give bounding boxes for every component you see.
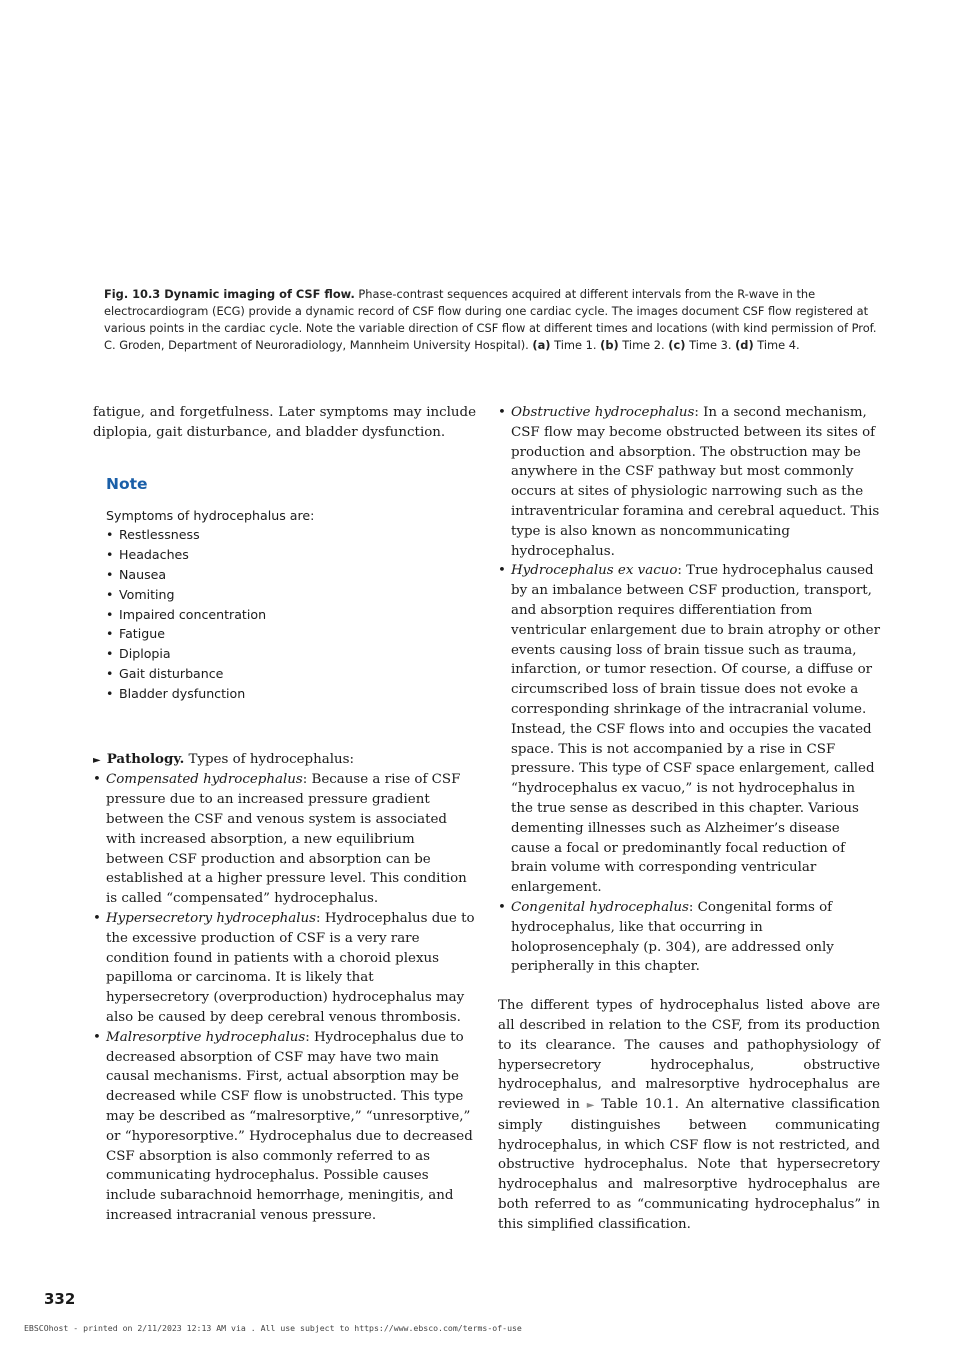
symptom-item: • Headaches — [106, 545, 476, 565]
list-item — [498, 561, 880, 898]
definition: : Hydrocephalus due to the excessive production of CSF is a very rare condition found in patients with a choroid plexus papilloma or carcinoma. It is likely that hypersecretory (overproduction) hydrocephalus may also be caused by deep cerebral venous thrombosis. — [106, 910, 475, 1025]
pathology-heading — [93, 750, 476, 771]
list-item — [93, 1028, 476, 1226]
symptom-list — [106, 525, 476, 703]
definition: : In a second mechanism, CSF flow may become obstructed between its sites of production and absorption. The obstruction may be anywhere in the CSF pathway but most commonly occurs at sites of physiologic narrowing such as the intraventricular foramina and cerebral aqueduct. This type is also known as noncommunicating hydrocephalus. — [511, 405, 880, 559]
closing-text-after: . An alternative classification simply distinguishes between communicating hydrocephalus, in which CSF flow is not restricted, and obstructive hydrocephalus. Note that hypersecretory hydrocephalus and malresorptive hydrocephalus are both referred to as “communicating hydrocephalus” in this simplified classification. — [498, 1097, 880, 1232]
definition: : Because a rise of CSF pressure due to an increased pressure gradient between the CSF and venous system is associated with increased absorption, a new equilibrium between CSF production and absorption can be established at a higher pressure level. This condition is called “compensated” hydrocephalus. — [106, 772, 467, 907]
left-type-list — [93, 770, 476, 1225]
definition: : True hydrocephalus caused by an imbalance between CSF production, transport, and absorption requires differentiation from ventricular enlargement due to brain atrophy or other events causing loss of brain tissue such as trauma, infarction, or tumor resection. Of course, a diffuse or circumscribed loss of brain tissue does not evoke a corresponding shrinkage of the intracranial volume. Instead, the CSF flows into and occupies the vacated space. This is not accompanied by a rise in CSF pressure. This type of CSF space enlargement, called “hydrocephalus ex vacuo,” is not hydrocephalus in the true sense as described in this chapter. Various dementing illnesses such as Alzheimer’s disease cause a focal or predominantly focal reduction of brain volume with corresponding ventricular enlargement. — [511, 563, 880, 896]
symptom-item: • Nausea — [106, 565, 476, 585]
list-item — [93, 909, 476, 1028]
term: Hydrocephalus ex vacuo — [511, 563, 678, 579]
caption-d-label: (d) — [735, 338, 754, 352]
closing-text-before: The different types of hydrocephalus listed above are all described in relation to the CSF, from its production to its clearance. The causes and pathophysiology of hypersecretory hydrocephalus, obstructive hydrocephalus, and malresorptive hydrocephalus are reviewed in — [498, 998, 880, 1113]
caption-a-text: Time 1. — [550, 338, 601, 352]
right-type-list — [498, 403, 880, 977]
symptom-item: • Bladder dysfunction — [106, 684, 476, 704]
footer-notice: EBSCOhost - printed on 2/11/2023 12:13 AM via . All use subject to https://www.ebsco.com/terms-of-use — [24, 1323, 522, 1333]
triangle-marker-icon: ► — [93, 754, 101, 766]
symptom-item: • Impaired concentration — [106, 605, 476, 625]
left-intro-paragraph: fatigue, and forgetfulness. Later symptoms may include diplopia, gait disturbance, and bladder dysfunction. — [93, 405, 476, 440]
note-box — [106, 473, 476, 704]
term: Compensated hydrocephalus — [106, 772, 303, 788]
note-title: Note — [106, 474, 148, 493]
pathology-label: Pathology. — [106, 750, 185, 767]
caption-b-label: (b) — [600, 338, 619, 352]
list-item — [498, 403, 880, 561]
list-item — [498, 898, 880, 977]
page-number: 332 — [44, 1290, 76, 1308]
right-column — [498, 403, 880, 1235]
figure-caption — [104, 286, 879, 354]
caption-d-text: Time 4. — [753, 338, 800, 352]
definition: : Congenital forms of hydrocephalus, like that occurring in holoprosencephaly (p. 304), are addressed only peripherally in this chapter. — [511, 899, 834, 975]
caption-text: Phase-contrast sequences acquired at different intervals from the R-wave in the electrocardiogram (ECG) provide a dynamic record of CSF flow during one cardiac cycle. The images document CSF flow registered at various points in the cardiac cycle. Note the variable direction of CSF flow at different times and locations (with kind permission of Prof. C. Groden, Department of Neuroradiology, Mannheim University Hospital). — [104, 287, 877, 352]
term: Malresorptive hydrocephalus — [106, 1029, 306, 1045]
caption-a-label: (a) — [532, 338, 551, 352]
left-column — [93, 403, 476, 1226]
closing-paragraph — [498, 996, 880, 1235]
symptom-item: • Diplopia — [106, 644, 476, 664]
symptom-item: • Fatigue — [106, 624, 476, 644]
caption-c-label: (c) — [668, 338, 686, 352]
definition: : Hydrocephalus due to decreased absorption of CSF may have two main causal mechanisms. First, actual absorption may be decreased while CSF flow is unobstructed. This type may be described as “malresorptive,” “unresorptive,” or “hyporesorptive.” Hydrocephalus due to decreased CSF absorption is also commonly referred to as communicating hydrocephalus. Possible causes include subarachnoid hemorrhage, meningitis, and increased intracranial venous pressure. — [106, 1029, 473, 1223]
table-reference-link[interactable]: Table 10.1 — [594, 1097, 675, 1113]
list-item — [93, 770, 476, 909]
caption-label: Fig. 10.3 Dynamic imaging of CSF flow. — [104, 287, 355, 301]
term: Obstructive hydrocephalus — [511, 405, 695, 420]
caption-c-text: Time 3. — [685, 338, 736, 352]
symptom-item: • Gait disturbance — [106, 664, 476, 684]
term: Hypersecretory hydrocephalus — [106, 910, 317, 926]
pathology-text: Types of hydrocephalus: — [184, 751, 355, 767]
term: Congenital hydrocephalus — [511, 899, 689, 915]
caption-b-text: Time 2. — [618, 338, 669, 352]
symptom-item: • Vomiting — [106, 585, 476, 605]
note-intro: Symptoms of hydrocephalus are: — [106, 507, 315, 523]
symptom-item: • Restlessness — [106, 525, 476, 545]
table-reference-icon: ► — [586, 1100, 595, 1112]
